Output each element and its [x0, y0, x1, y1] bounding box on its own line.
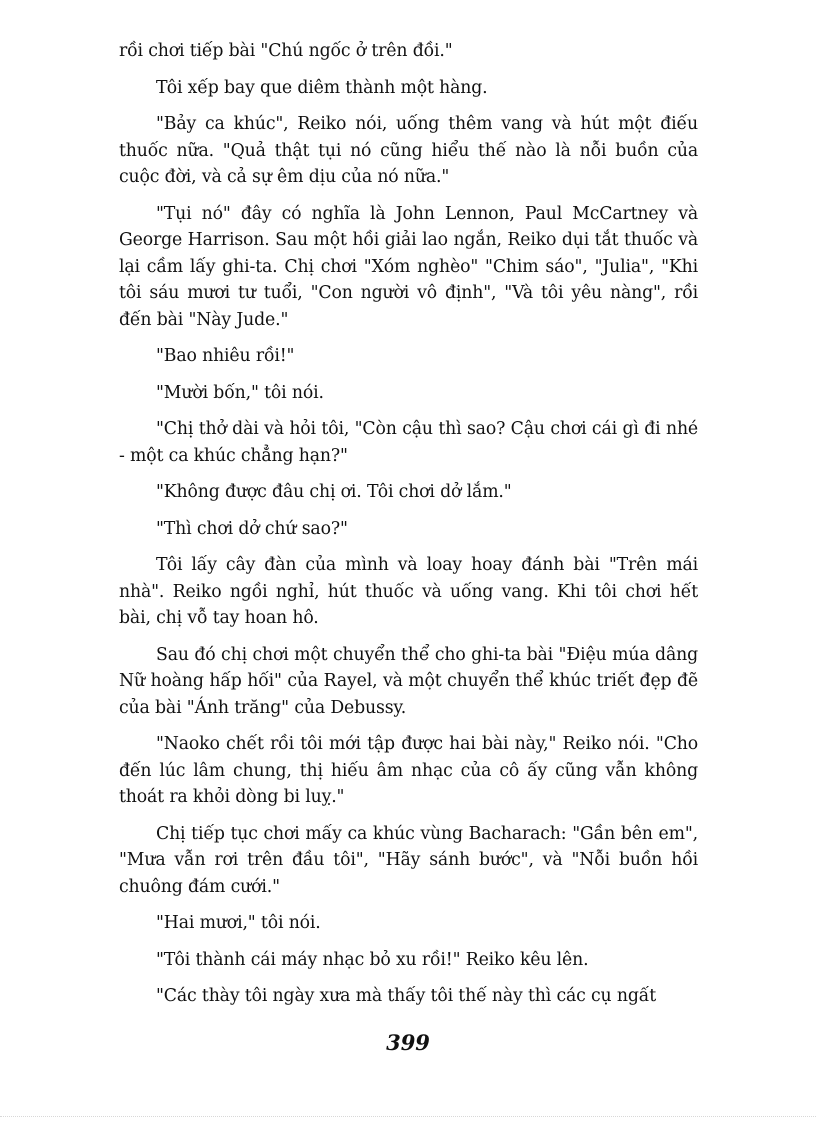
paragraph: "Thì chơi dở chứ sao?" — [156, 518, 348, 539]
paragraph: "Bao nhiêu rồi!" — [156, 346, 295, 366]
page-body — [119, 38, 698, 1020]
paragraph: "Không được đâu chị ơi. Tôi chơi dở lắm." — [156, 482, 512, 502]
paragraph: "Tôi thành cái máy nhạc bỏ xu rồi!" Reiko kêu lên. — [156, 949, 589, 970]
paragraph: Sau đó chị chơi một chuyển thể cho ghi-ta bài "Điệu múa dâng Nữ hoàng hấp hối" của Rayel, và một chuyển thể khúc triết đẹp đẽ của bài "Ánh trăng" của Debussy. — [119, 644, 698, 718]
paragraph: "Chị thở dài và hỏi tôi, "Còn cậu thì sao? Cậu chơi cái gì đi nhé - một ca khúc chẳng hạn?" — [119, 419, 698, 466]
paragraph: "Tụi nó" đây có nghĩa là John Lennon, Paul McCartney và George Harrison. Sau một hồi giải lao ngắn, Reiko dụi tắt thuốc và lại cầm lấy ghi-ta. Chị chơi "Xóm nghèo" "Chim sáo", "Julia", "Khi tôi sáu mươi tư tuổi, "Con người vô định", "Và tôi yêu nàng", rồi đến bài "Này Jude." — [119, 203, 698, 330]
page-number: 399 — [386, 1030, 430, 1055]
paragraph: "Các thày tôi ngày xưa mà thấy tôi thế này thì các cụ ngất — [156, 986, 657, 1006]
paragraph: Tôi lấy cây đàn của mình và loay hoay đánh bài "Trên mái nhà". Reiko ngồi nghỉ, hút thuốc và uống vang. Khi tôi chơi hết bài, chị vỗ tay hoan hô. — [119, 555, 698, 628]
page-bottom-divider — [0, 1116, 816, 1117]
paragraph: Tôi xếp bay que diêm thành một hàng. — [156, 77, 488, 98]
paragraph: "Hai mươi," tôi nói. — [156, 913, 321, 933]
paragraph: "Mười bốn," tôi nói. — [156, 382, 324, 403]
paragraph: "Bảy ca khúc", Reiko nói, uống thêm vang và hút một điếu thuốc nữa. "Quả thật tụi nó cũng hiểu thế nào là nỗi buồn của cuộc đời, và cả sự êm dịu của nó nữa." — [119, 114, 698, 187]
paragraph: "Naoko chết rồi tôi mới tập được hai bài này," Reiko nói. "Cho đến lúc lâm chung, thị hiếu âm nhạc của cô ấy cũng vẫn không thoát ra khỏi dòng bi luỵ." — [119, 734, 698, 807]
paragraph: Chị tiếp tục chơi mấy ca khúc vùng Bacharach: "Gần bên em", "Mưa vẫn rơi trên đầu tôi", "Hãy sánh bước", và "Nỗi buồn hồi chuông đám cưới." — [119, 823, 698, 897]
paragraph: rồi chơi tiếp bài "Chú ngốc ở trên đồi." — [119, 41, 453, 61]
